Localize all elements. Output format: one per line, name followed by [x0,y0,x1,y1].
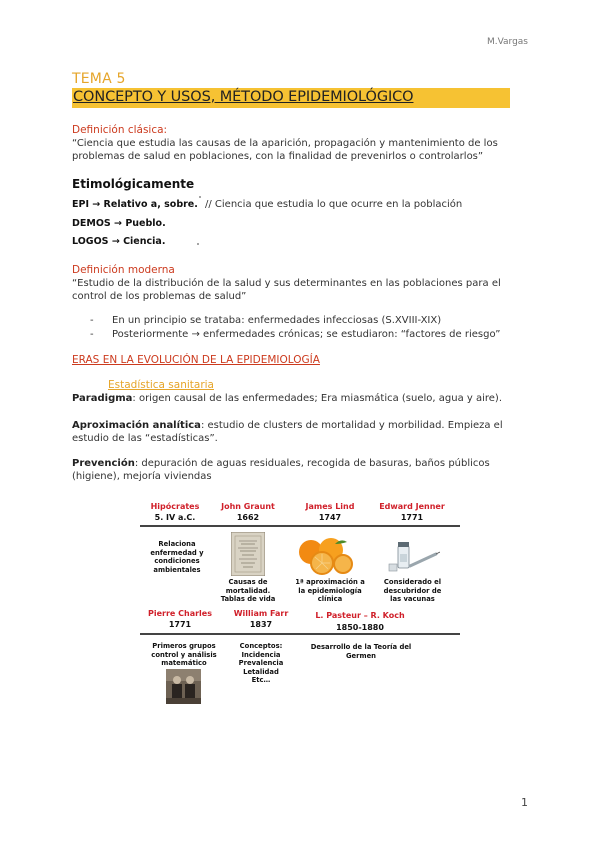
aproximacion-text: estudio de las “estadísticas”. [72,433,218,444]
timeline-name: John Graunt [221,502,275,511]
timeline-desc-line: Desarrollo de la Teoría del [310,643,412,651]
timeline-desc-line: Letalidad [243,667,279,676]
paradigma-paragraph [72,392,542,405]
definicion-moderna-line: control de los problemas de salud” [72,291,247,302]
prevencion-text: : depuración de aguas residuales, recogida de basuras, baños públicos [134,458,490,469]
etimologia-item: DEMOS → Pueblo. [72,218,166,229]
timeline-desc-line: Tablas de vida [220,595,276,603]
definicion-clasica-line: “Ciencia que estudia las causas de la aparición, propagación y mantenimiento de los [72,138,498,149]
estadistica-sanitaria-heading: Estadística sanitaria [108,379,214,391]
timeline-name: Edward Jenner [379,502,445,511]
paradigma-text: : origen causal de las enfermedades; Era miasmática (suelo, agua y aire). [132,393,503,404]
page-number: 1 [521,796,528,809]
prevencion-label: Prevención [72,458,135,469]
oranges-image [295,536,357,576]
etimologia-note: // Ciencia que estudia lo que ocurre en la población [205,199,463,210]
timeline-desc-line: Primeros grupos [152,642,216,650]
timeline-desc-line: clínica [317,595,343,603]
timeline-desc [375,578,450,604]
stray-dot [199,196,201,198]
timeline-desc-line: Causas de [228,578,268,586]
timeline-desc-line: descubridor de [383,586,442,595]
timeline-year: 1850-1880 [336,623,384,632]
list-item-text: En un principio se trataba: enfermedades infecciosas (S.XVIII-XIX) [112,315,442,326]
timeline-desc-line: control y análisis [151,650,217,659]
timeline-desc-line: ambientales [153,565,201,574]
timeline-desc-line: Etc… [251,676,271,684]
definicion-clasica-heading: Definición clásica: [72,124,168,136]
timeline-desc-line: mortalidad. [225,586,271,595]
timeline-year: 1771 [168,620,192,629]
timeline-desc-line: las vacunas [390,595,435,603]
list-item-text: Posteriormente → enfermedades crónicas; se estudiaron: “factores de riesgo” [112,329,501,340]
timeline-desc-line: 1ª aproximación a [295,578,365,586]
timeline-name: James Lind [305,502,355,511]
timeline-year: 1747 [318,513,342,522]
timeline-desc [290,578,370,604]
timeline-desc-line: la epidemiología [298,586,362,595]
list-item: - Posteriormente → enfermedades crónicas; se estudiaron: “factores de riesgo” [90,329,501,340]
book-cover-image [231,532,265,576]
timeline-desc-line: Relaciona [158,540,196,548]
aproximacion-label: Aproximación analítica [72,420,201,431]
page-title: CONCEPTO Y USOS, MÉTODO EPIDEMIOLÓGICO [73,89,414,105]
etimologia-heading: Etimológicamente [72,177,195,191]
prevencion-text: (higiene), mejoría viviendas [72,471,212,482]
eras-heading: ERAS EN LA EVOLUCIÓN DE LA EPIDEMIOLOGÍA [72,354,320,366]
timeline-desc-line: Incidencia [241,650,281,659]
timeline-year: 1662 [236,513,260,522]
timeline-desc-line: Considerado el [383,578,442,586]
timeline-desc-line: Germen [345,651,377,660]
timeline-name: L. Pasteur – R. Koch [315,611,405,620]
etimologia-item: LOGOS → Ciencia. [72,236,166,247]
timeline-name: Hipócrates [150,502,200,511]
aproximacion-paragraph [72,419,542,445]
timeline-desc [213,578,283,604]
definicion-clasica-text [72,137,532,163]
author-name: M.Vargas [486,37,528,47]
definicion-moderna-line: “Estudio de la distribución de la salud y sus determinantes en las poblaciones para el [72,278,501,289]
definicion-clasica-line: problemas de salud en poblaciones, con la finalidad de prevenirlos o controlarlos” [72,151,484,162]
timeline-name: William Farr [233,609,289,618]
list-item: - En un principio se trataba: enfermedades infecciosas (S.XVIII-XIX) [90,315,442,326]
timeline-desc [142,540,212,574]
timeline-axis-top [140,525,460,527]
timeline-desc-line: enfermedad y [150,548,204,557]
prevencion-paragraph [72,457,542,483]
etimologia-item: EPI → Relativo a, sobre. [72,199,198,210]
definicion-moderna-heading: Definición moderna [72,264,175,276]
timeline-year: 1771 [400,513,424,522]
historical-photo [166,669,201,704]
stray-dot [197,243,199,245]
tema-label: TEMA 5 [72,71,126,87]
timeline-figure [140,502,460,712]
paradigma-label: Paradigma [72,393,133,404]
timeline-desc-line: condiciones [154,557,200,565]
timeline-year: 5. IV a.C. [154,513,196,522]
vaccine-image [384,536,440,574]
timeline-year: 1837 [249,620,273,629]
timeline-axis-bottom [140,633,460,635]
timeline-desc-line: Prevalencia [238,659,284,667]
timeline-desc [300,643,422,660]
timeline-desc [226,642,296,685]
definicion-moderna-text [72,277,532,303]
timeline-desc-line: matemático [161,659,207,667]
timeline-name: Pierre Charles [148,609,212,618]
timeline-desc [144,642,224,668]
aproximacion-text: : estudio de clusters de mortalidad y morbilidad. Empieza el [200,420,503,431]
timeline-desc-line: Conceptos: [239,642,283,650]
